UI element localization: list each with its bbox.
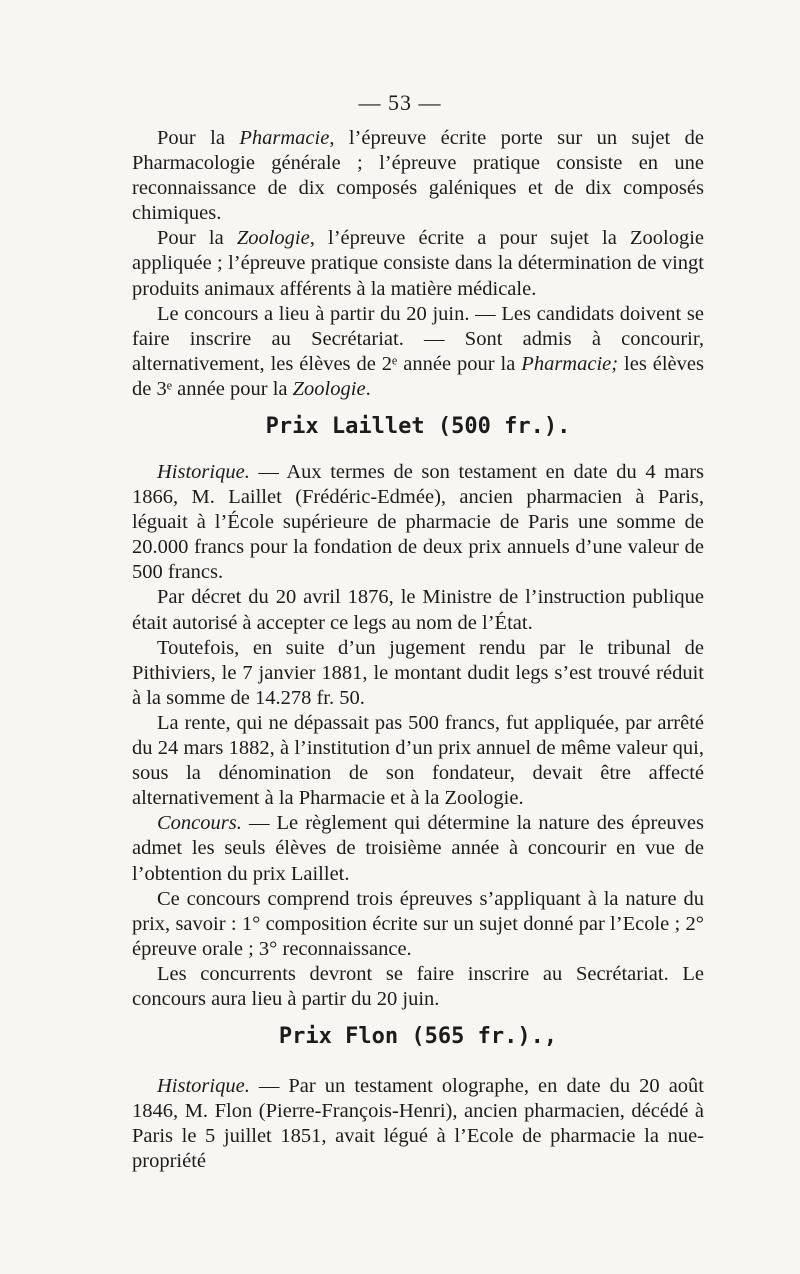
paragraph-laillet-concours: Concours. — Le règlement qui détermine la nature des épreuves admet les seuls élèves de troisième année à concourir en vue de l’obtention du prix Laillet.: [132, 812, 704, 885]
flon-section: [132, 1074, 704, 1174]
paragraph-laillet-historique: Historique. — Aux termes de son testament en date du 4 mars 1866, M. Laillet (Frédéric-Edmée), ancien pharmacien à Paris, léguait à l’École supérieure de pharmacie de Paris une somme de 20.000 francs pour la fondation de deux prix annuels d’une valeur de 500 francs.: [132, 461, 704, 584]
paragraph-laillet-decret: Par décret du 20 avril 1876, le Ministre de l’instruction publique était autorisé à accepter ce legs au nom de l’État.: [132, 586, 704, 634]
page-number: — 53 —: [358, 90, 442, 115]
paragraph-pharmacie: Pour la Pharmacie, l’épreuve écrite porte sur un sujet de Pharmacologie générale ; l’épreuve pratique consiste en une reconnaissance de dix composés galéniques et de dix composés chimiques.: [132, 127, 704, 225]
laillet-section: [132, 460, 704, 1012]
heading-prix-flon: Prix Flon (565 fr.).,: [278, 1024, 558, 1049]
paragraph-laillet-inscription: Les concurrents devront se faire inscrire au Secrétariat. Le concours aura lieu à partir du 20 juin.: [132, 962, 704, 1010]
paragraph-zoologie: Pour la Zoologie, l’épreuve écrite a pour sujet la Zoologie appliquée ; l’épreuve pratique consiste dans la détermination de vingt produits animaux afférents à la matière médicale.: [132, 227, 704, 300]
intro-section: [132, 126, 704, 402]
heading-prix-laillet: Prix Laillet (500 fr.).: [265, 414, 571, 439]
paragraph-flon-historique: Historique. — Par un testament olographe, en date du 20 août 1846, M. Flon (Pierre-François-Henri), ancien pharmacien, décédé à Paris le 5 juillet 1851, avait légué à l’Ecole de pharmacie la nue-propriété: [132, 1075, 704, 1173]
paragraph-laillet-jugement: Toutefois, en suite d’un jugement rendu par le tribunal de Pithiviers, le 7 janvier 1881, le montant dudit legs s’est trouvé réduit à la somme de 14.278 fr. 50.: [132, 636, 704, 709]
paragraph-laillet-epreuves: Ce concours comprend trois épreuves s’appliquant à la nature du prix, savoir : 1° composition écrite sur un sujet donné par l’Ecole ; 2° épreuve orale ; 3° reconnaissance.: [132, 887, 704, 960]
paragraph-laillet-rente: La rente, qui ne dépassait pas 500 francs, fut appliquée, par arrêté du 24 mars 1882, à l’institution d’un prix annuel de même valeur qui, sous la dénomination de son fondateur, devait être affecté alternativement à la Pharmacie et à la Zoologie.: [132, 711, 704, 810]
paragraph-concours-date: Le concours a lieu à partir du 20 juin. — Les candidats doivent se faire inscrire au Secrétariat. — Sont admis à concourir, alternativement, les élèves de 2ᵉ année pour la Pharmacie; les élèves de 3ᵉ année pour la Zoologie.: [132, 302, 704, 400]
